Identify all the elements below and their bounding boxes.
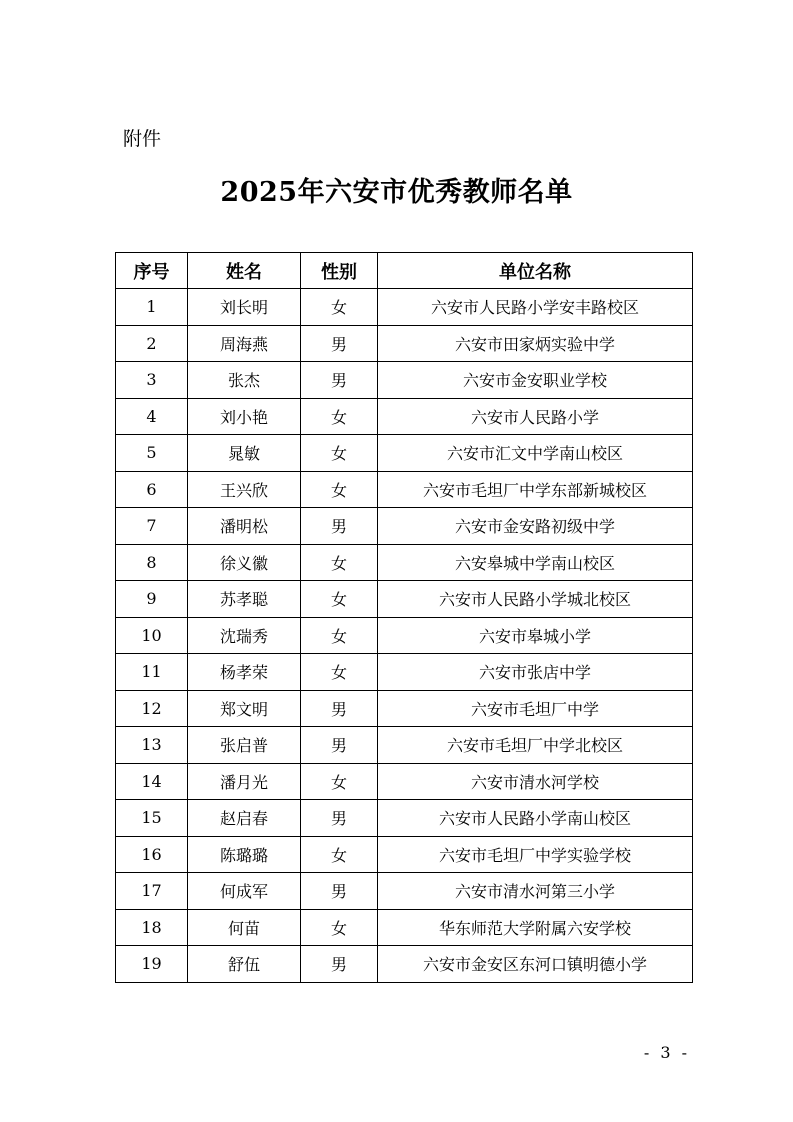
cell-gender: 女 [301, 909, 378, 946]
cell-name: 张杰 [188, 362, 301, 399]
cell-unit: 六安市金安路初级中学 [378, 508, 693, 545]
header-name: 姓名 [188, 253, 301, 289]
table-row [116, 325, 693, 362]
header-gender: 性别 [301, 253, 378, 289]
cell-unit: 六安市清水河第三小学 [378, 873, 693, 910]
table-row [116, 800, 693, 837]
cell-unit: 六安市毛坦厂中学实验学校 [378, 836, 693, 873]
cell-index: 1 [116, 289, 188, 326]
cell-name: 刘长明 [188, 289, 301, 326]
cell-unit: 六安市毛坦厂中学东部新城校区 [378, 471, 693, 508]
cell-unit: 六安市人民路小学城北校区 [378, 581, 693, 618]
cell-unit: 六安市人民路小学安丰路校区 [378, 289, 693, 326]
cell-index: 14 [116, 763, 188, 800]
table-row [116, 362, 693, 399]
table-row [116, 909, 693, 946]
cell-gender: 男 [301, 800, 378, 837]
cell-index: 5 [116, 435, 188, 472]
cell-gender: 男 [301, 727, 378, 764]
cell-index: 9 [116, 581, 188, 618]
cell-index: 8 [116, 544, 188, 581]
table-row [116, 617, 693, 654]
cell-index: 13 [116, 727, 188, 764]
cell-name: 徐义徽 [188, 544, 301, 581]
cell-index: 15 [116, 800, 188, 837]
header-index: 序号 [116, 253, 188, 289]
document-title: 2025年六安市优秀教师名单 [220, 177, 573, 208]
cell-name: 何成军 [188, 873, 301, 910]
cell-index: 7 [116, 508, 188, 545]
cell-index: 6 [116, 471, 188, 508]
cell-gender: 女 [301, 654, 378, 691]
cell-unit: 六安市毛坦厂中学 [378, 690, 693, 727]
cell-unit: 六安市金安区东河口镇明德小学 [378, 946, 693, 983]
cell-gender: 男 [301, 325, 378, 362]
cell-index: 12 [116, 690, 188, 727]
table-header-row [116, 253, 693, 289]
header-unit: 单位名称 [378, 253, 693, 289]
cell-index: 11 [116, 654, 188, 691]
cell-gender: 女 [301, 836, 378, 873]
table-row [116, 654, 693, 691]
cell-gender: 女 [301, 544, 378, 581]
cell-unit: 六安市田家炳实验中学 [378, 325, 693, 362]
table-row [116, 508, 693, 545]
table-row [116, 873, 693, 910]
table-row [116, 763, 693, 800]
cell-index: 3 [116, 362, 188, 399]
cell-name: 苏孝聪 [188, 581, 301, 618]
cell-name: 王兴欣 [188, 471, 301, 508]
cell-gender: 女 [301, 763, 378, 800]
table-row [116, 471, 693, 508]
cell-gender: 女 [301, 289, 378, 326]
cell-gender: 女 [301, 398, 378, 435]
table-row [116, 581, 693, 618]
cell-index: 4 [116, 398, 188, 435]
cell-gender: 男 [301, 508, 378, 545]
page-number: - 3 - [643, 1043, 690, 1062]
cell-unit: 六安市人民路小学南山校区 [378, 800, 693, 837]
cell-index: 16 [116, 836, 188, 873]
table-row [116, 398, 693, 435]
cell-index: 2 [116, 325, 188, 362]
cell-index: 10 [116, 617, 188, 654]
cell-index: 19 [116, 946, 188, 983]
table-row [116, 727, 693, 764]
cell-gender: 女 [301, 617, 378, 654]
cell-unit: 六安市皋城小学 [378, 617, 693, 654]
cell-name: 陈璐璐 [188, 836, 301, 873]
cell-name: 舒伍 [188, 946, 301, 983]
teacher-list-table [115, 252, 693, 983]
cell-index: 18 [116, 909, 188, 946]
table-row [116, 544, 693, 581]
table-row [116, 836, 693, 873]
cell-name: 周海燕 [188, 325, 301, 362]
cell-unit: 六安市金安职业学校 [378, 362, 693, 399]
cell-name: 郑文明 [188, 690, 301, 727]
cell-gender: 女 [301, 581, 378, 618]
attachment-label: 附件 [123, 128, 162, 150]
cell-name: 刘小艳 [188, 398, 301, 435]
cell-name: 沈瑞秀 [188, 617, 301, 654]
cell-unit: 六安市毛坦厂中学北校区 [378, 727, 693, 764]
cell-gender: 男 [301, 690, 378, 727]
cell-unit: 六安市清水河学校 [378, 763, 693, 800]
cell-name: 潘月光 [188, 763, 301, 800]
cell-gender: 男 [301, 362, 378, 399]
cell-unit: 六安市人民路小学 [378, 398, 693, 435]
cell-unit: 六安皋城中学南山校区 [378, 544, 693, 581]
cell-name: 潘明松 [188, 508, 301, 545]
table-row [116, 946, 693, 983]
table-row [116, 690, 693, 727]
table-row [116, 435, 693, 472]
cell-name: 赵启春 [188, 800, 301, 837]
cell-name: 何苗 [188, 909, 301, 946]
cell-unit: 六安市张店中学 [378, 654, 693, 691]
cell-name: 晁敏 [188, 435, 301, 472]
cell-gender: 女 [301, 471, 378, 508]
cell-index: 17 [116, 873, 188, 910]
cell-gender: 女 [301, 435, 378, 472]
cell-gender: 男 [301, 873, 378, 910]
cell-unit: 六安市汇文中学南山校区 [378, 435, 693, 472]
cell-name: 杨孝荣 [188, 654, 301, 691]
table-row [116, 289, 693, 326]
cell-unit: 华东师范大学附属六安学校 [378, 909, 693, 946]
cell-name: 张启普 [188, 727, 301, 764]
cell-gender: 男 [301, 946, 378, 983]
